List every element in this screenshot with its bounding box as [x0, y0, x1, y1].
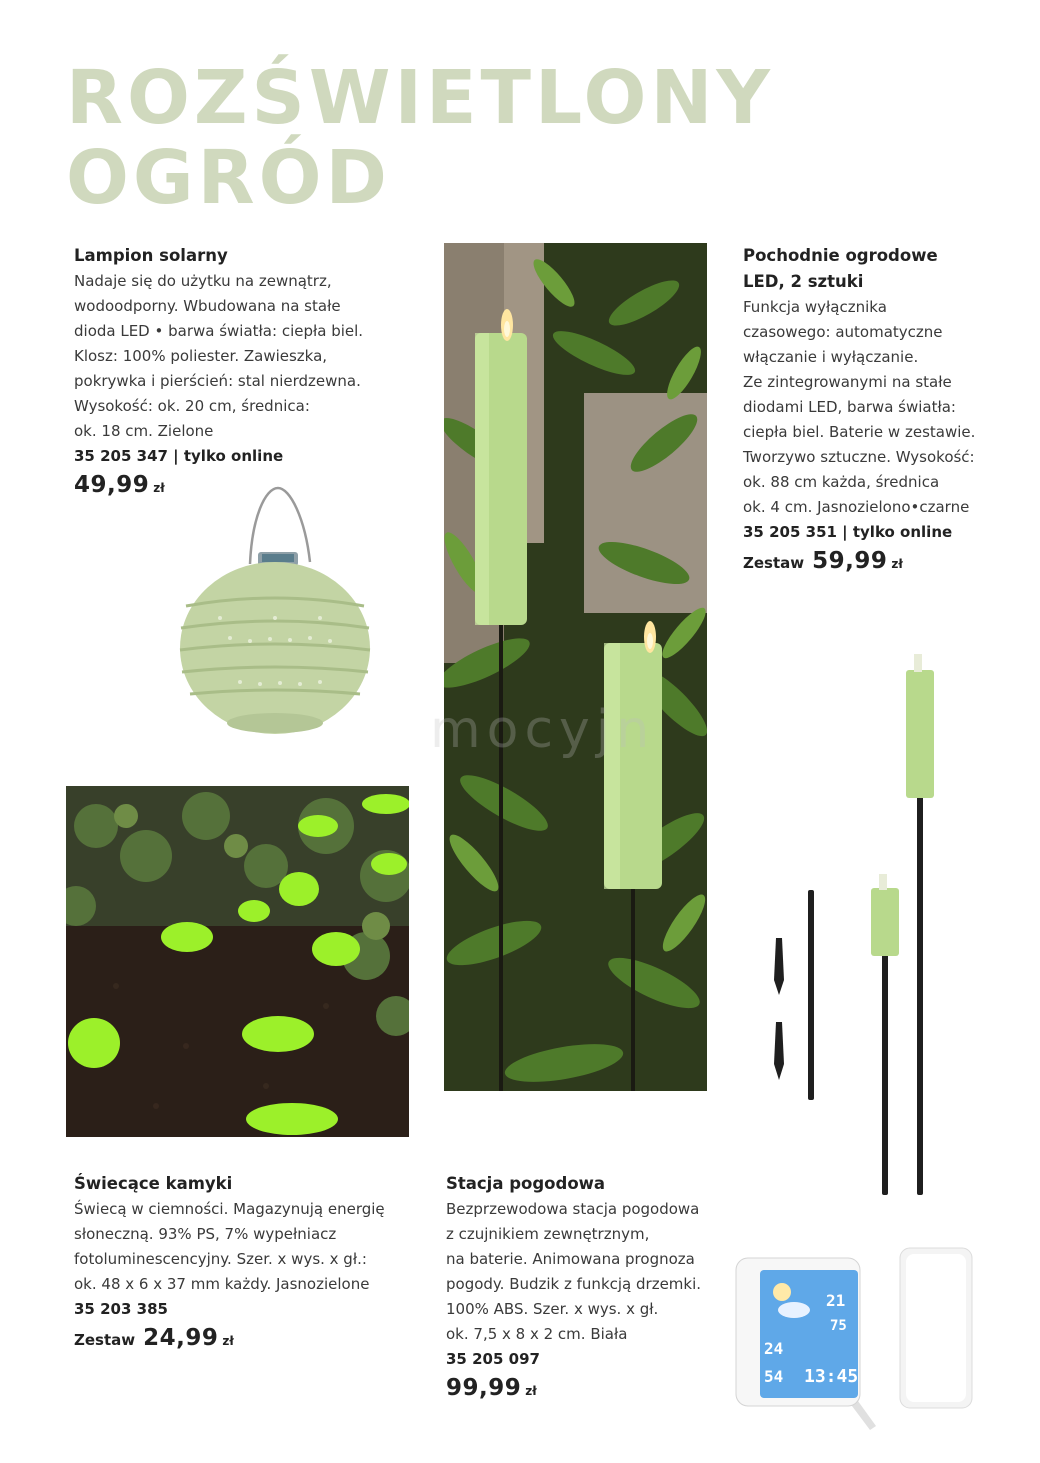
torches-price: 59,99	[812, 548, 888, 574]
torches-product-image	[758, 650, 958, 1200]
glowing-stones-icon	[66, 786, 409, 1137]
torches-title-line-1: Pochodnie ogrodowe	[743, 246, 938, 265]
weather-station-icon	[730, 1240, 990, 1440]
weather-code: 35 205 097	[446, 1350, 540, 1368]
stones-currency: zł	[222, 1334, 234, 1348]
torches-code: 35 205 351 | tylko online	[743, 523, 953, 541]
lantern-info	[74, 243, 424, 501]
weather-station-image	[730, 1240, 990, 1440]
torches-currency: zł	[891, 557, 903, 571]
garden-candles-icon	[444, 243, 707, 1091]
stones-info	[74, 1171, 424, 1354]
headline-line-2: OGRÓD	[66, 135, 391, 221]
weather-description: Bezprzewodowa stacja pogodowa z czujnikiem zewnętrznym, na baterie. Animowana prognoza pogody. Budzik z funkcją drzemki. 100% ABS. Szer. x wys. x gł. ok. 7,5 x 8 x 2 cm. Biała	[446, 1200, 702, 1343]
torches-description: Funkcja wyłącznika czasowego: automatyczne włączanie i wyłączanie. Ze zintegrowanymi na stałe diodami LED, barwa światła: ciepła biel. Baterie w zestawie. Tworzywo sztuczne. Wysokość: ok. 88 cm każda, średnica ok. 4 cm. Jasnozielono•czarne	[743, 298, 976, 516]
torches-price-prefix: Zestaw	[743, 554, 805, 572]
torch-set-icon	[758, 650, 958, 1200]
lantern-code: 35 205 347 | tylko online	[74, 447, 284, 465]
lantern-description: Nadaje się do użytku na zewnątrz, wodoodporny. Wbudowana na stałe dioda LED • barwa światła: ciepła biel. Klosz: 100% poliester. Zawieszka, pokrywka i pierścień: stal nierdzewna. Wysokość: ok. 20 cm, średnica: ok. 18 cm. Zielone	[74, 272, 364, 440]
weather-temp-out: 21	[826, 1291, 846, 1310]
weather-info	[446, 1171, 736, 1404]
stones-price-prefix: Zestaw	[74, 1331, 136, 1349]
stones-price: 24,99	[143, 1325, 219, 1351]
stones-description: Świecą w ciemności. Magazynują energię słoneczną. 93% PS, 7% wypełniacz fotoluminescencyjny. Szer. x wys. x gł.: ok. 48 x 6 x 37 mm każdy. Jasnozielone	[74, 1200, 385, 1293]
weather-price: 99,99	[446, 1375, 522, 1401]
stones-code: 35 203 385	[74, 1300, 168, 1318]
lantern-title: Lampion solarny	[74, 246, 228, 265]
headline-line-1: ROZŚWIETLONY	[66, 55, 774, 141]
lantern-image	[170, 478, 380, 748]
lantern-currency: zł	[153, 481, 165, 495]
torches-price-row	[743, 549, 1033, 577]
watermark: mocyjn	[430, 700, 656, 760]
weather-time: 13:45	[804, 1366, 859, 1387]
weather-temp-in: 24	[764, 1339, 784, 1358]
torches-info	[743, 243, 1033, 577]
weather-hum-out: 75	[830, 1318, 847, 1334]
glowing-stones-image	[66, 786, 409, 1137]
stones-title: Świecące kamyki	[74, 1174, 233, 1193]
page-headline	[66, 55, 774, 221]
weather-currency: zł	[525, 1384, 537, 1398]
weather-hum-in: 54	[764, 1367, 784, 1386]
paper-lantern-icon	[170, 478, 380, 748]
lantern-price: 49,99	[74, 472, 150, 498]
torches-title-line-2: LED, 2 sztuki	[743, 272, 864, 291]
weather-title: Stacja pogodowa	[446, 1174, 606, 1193]
weather-price-row	[446, 1376, 736, 1404]
stones-price-row	[74, 1326, 424, 1354]
led-torches-garden-image	[444, 243, 707, 1091]
